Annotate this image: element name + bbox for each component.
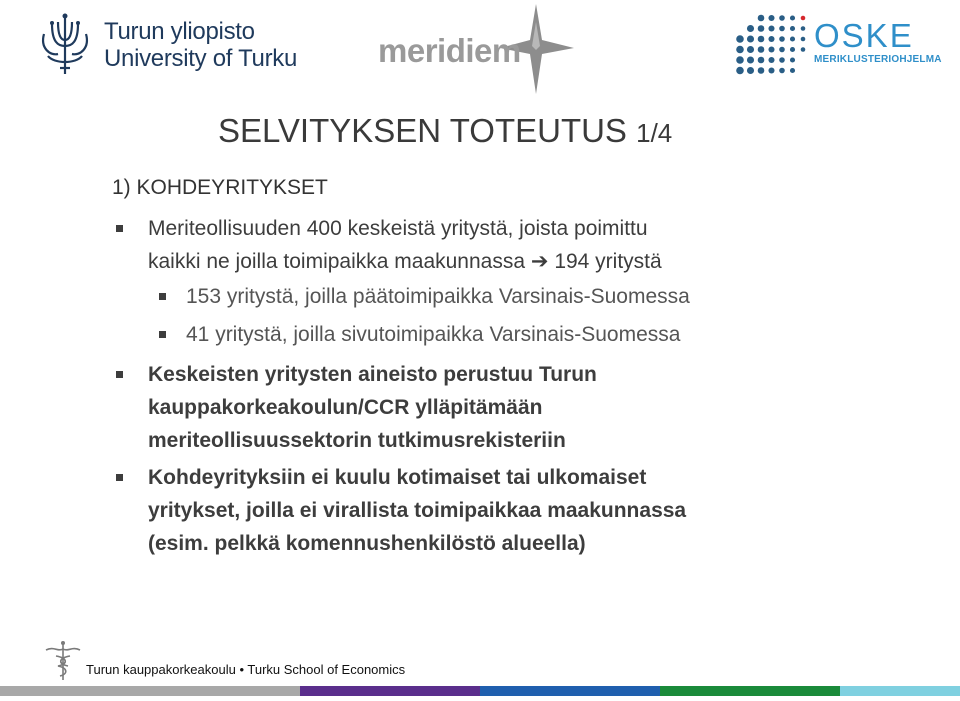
bullet-line <box>148 245 932 278</box>
oske-dot <box>801 47 806 52</box>
oske-dot <box>790 26 795 31</box>
trident-emblem-icon <box>36 12 94 78</box>
bullet-list <box>112 212 932 560</box>
oske-dot <box>779 57 785 63</box>
color-band-segment <box>0 686 300 696</box>
oske-dot <box>736 46 744 54</box>
meridiem-logo <box>374 2 594 98</box>
bullet-text: kaikki ne joilla toimipaikka maakunnassa <box>148 250 526 273</box>
dot-grid-icon <box>734 12 810 82</box>
oske-dot <box>779 15 785 21</box>
oske-dot <box>758 67 765 74</box>
bullet-line: kauppakorkeakoulun/CCR ylläpitämään <box>148 396 543 419</box>
oske-dot <box>736 35 744 43</box>
oske-subtitle: MERIKLUSTERIOHJELMA <box>814 54 942 65</box>
oske-dot <box>736 56 744 64</box>
oske-logo <box>734 12 948 82</box>
bullet-line: Meriteollisuuden 400 keskeistä yritystä, joista poimittu <box>148 217 648 240</box>
university-name <box>104 18 297 72</box>
oske-dot <box>801 26 806 31</box>
oske-dot <box>768 46 774 52</box>
oske-dot <box>790 15 795 20</box>
oske-dot <box>758 15 765 22</box>
oske-dot <box>736 67 744 75</box>
footer-institution: Turun kauppakorkeakoulu • Turku School of Economics <box>86 662 406 677</box>
slide-title <box>218 112 672 150</box>
oske-dot <box>747 67 754 74</box>
square-bullet-icon <box>159 293 166 300</box>
oske-dot <box>758 36 765 43</box>
oske-dot <box>768 57 774 63</box>
square-bullet-icon <box>116 371 123 378</box>
oske-dot <box>801 37 806 42</box>
oske-dot <box>790 57 795 62</box>
oske-brand <box>814 18 942 66</box>
bullet-line: meriteollisuussektorin tutkimusrekisteriin <box>148 429 566 452</box>
bullet-line: Kohdeyrityksiin ei kuulu kotimaiset tai ulkomaiset <box>148 466 647 489</box>
university-of-turku-logo <box>36 12 298 82</box>
bullet-line: (esim. pelkkä komennushenkilöstö alueella) <box>148 532 586 555</box>
color-band-segment <box>660 686 840 696</box>
slide-title-main: SELVITYKSEN TOTEUTUS <box>218 112 627 149</box>
oske-dot <box>779 47 785 53</box>
bullet-item-target-companies <box>112 212 932 278</box>
oske-dot <box>790 36 795 41</box>
square-bullet-icon <box>159 331 166 338</box>
square-bullet-icon <box>116 225 123 232</box>
bullet-line: 153 yritystä, joilla päätoimipaikka Varsinais-Suomessa <box>186 285 690 308</box>
university-name-en: University of Turku <box>104 45 298 72</box>
bullet-item-data-source <box>112 358 932 457</box>
square-bullet-icon <box>116 474 123 481</box>
oske-dot <box>747 56 754 63</box>
oske-dot <box>779 68 785 74</box>
oske-dot <box>768 15 774 21</box>
oske-dot <box>758 57 765 64</box>
meridiem-wordmark: meridiem <box>378 32 521 69</box>
oske-dot <box>779 26 785 32</box>
bullet-line: Keskeisten yritysten aineisto perustuu Turun <box>148 363 597 386</box>
oske-dot <box>790 47 795 52</box>
oske-dot <box>747 35 754 42</box>
oske-dot <box>768 67 774 73</box>
bullet-line: yritykset, joilla ei virallista toimipaikkaa maakunnassa <box>148 499 687 522</box>
bullet-text: 194 yritystä <box>554 250 662 273</box>
oske-dot <box>758 46 765 53</box>
color-band-segment <box>840 686 960 696</box>
sub-bullet-item-head-office <box>112 278 932 316</box>
oske-dot <box>768 25 774 31</box>
caduceus-icon <box>42 640 84 682</box>
university-name-fi: Turun yliopisto <box>104 18 255 45</box>
sub-bullet-item-branch-office <box>112 316 932 354</box>
section-heading: 1) KOHDEYRITYKSET <box>112 176 328 199</box>
oske-dot <box>747 25 754 32</box>
oske-dot <box>758 25 765 32</box>
oske-dot <box>779 36 785 42</box>
color-band-segment <box>480 686 660 696</box>
bullet-item-exclusions <box>112 461 932 560</box>
footer-color-band <box>0 686 960 701</box>
oske-dot <box>790 68 795 73</box>
color-band-segment <box>300 686 480 696</box>
bullet-line: 41 yritystä, joilla sivutoimipaikka Varsinais-Suomessa <box>186 323 681 346</box>
slide-title-part: 1/4 <box>636 118 673 148</box>
oske-brand-name: OSKE <box>814 17 914 54</box>
oske-dot <box>801 16 806 21</box>
oske-dot <box>768 36 774 42</box>
oske-dot <box>747 46 754 53</box>
right-arrow-icon: ➔ <box>530 250 549 273</box>
